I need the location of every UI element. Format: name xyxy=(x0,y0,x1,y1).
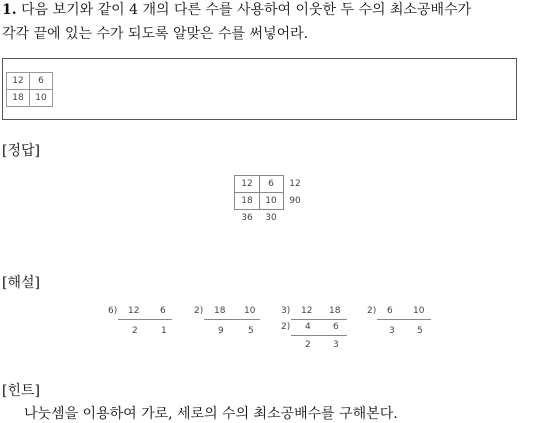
hint-text: 나눗셈을 이용하여 가로, 세로의 수의 최소공배수를 구해본다. xyxy=(24,406,398,422)
dividend: 18 xyxy=(214,306,226,316)
dividend: 10 xyxy=(244,306,256,316)
divisor: 2) xyxy=(367,306,377,316)
dividend: 6 xyxy=(160,306,166,316)
col-lcm: 30 xyxy=(265,213,277,223)
quotient: 9 xyxy=(218,326,224,336)
divisor: 6) xyxy=(108,306,118,316)
division-4 xyxy=(367,306,431,336)
hint-heading: [힌트] xyxy=(2,383,40,399)
divisor: 3) xyxy=(281,306,291,316)
quotient: 1 xyxy=(161,326,167,336)
quotient: 3 xyxy=(333,340,339,350)
row-lcm: 12 xyxy=(289,179,301,189)
col-lcm: 36 xyxy=(241,213,253,223)
dividend: 18 xyxy=(329,306,341,316)
dividend: 12 xyxy=(301,306,313,316)
dividend: 12 xyxy=(128,306,140,316)
dividend: 10 xyxy=(413,306,425,316)
quotient: 5 xyxy=(248,326,254,336)
answer-cell: 6 xyxy=(268,179,274,189)
answer-cell: 10 xyxy=(265,196,277,206)
question-number: 1. xyxy=(2,2,17,18)
example-cell: 12 xyxy=(7,73,30,90)
example-cell: 6 xyxy=(30,73,53,90)
question-line-1 xyxy=(2,0,471,20)
answer-cell: 12 xyxy=(241,179,253,189)
answer-cell: 18 xyxy=(241,196,253,206)
explanation-heading: [해설] xyxy=(2,275,40,291)
row-lcm: 90 xyxy=(289,196,301,206)
quotient: 3 xyxy=(389,326,395,336)
divisor: 2) xyxy=(281,322,291,332)
division-2 xyxy=(194,306,260,336)
dividend: 6 xyxy=(387,306,393,316)
dividend: 4 xyxy=(305,322,311,332)
divisor: 2) xyxy=(194,306,204,316)
quotient: 2 xyxy=(305,340,311,350)
division-1 xyxy=(108,306,172,336)
question-text-1: 다음 보기와 같이 4 개의 다른 수를 사용하여 이웃한 두 수의 최소공배수가 xyxy=(21,2,472,18)
question-line-2: 각각 끝에 있는 수가 되도록 알맞은 수를 써넣어라. xyxy=(2,26,309,42)
quotient: 5 xyxy=(417,326,423,336)
example-grid xyxy=(6,72,53,107)
division-3 xyxy=(281,306,347,352)
answer-heading: [정답] xyxy=(2,143,40,159)
example-cell: 10 xyxy=(30,90,53,107)
quotient: 2 xyxy=(132,326,138,336)
example-cell: 18 xyxy=(7,90,30,107)
dividend: 6 xyxy=(333,322,339,332)
example-box xyxy=(2,58,517,120)
